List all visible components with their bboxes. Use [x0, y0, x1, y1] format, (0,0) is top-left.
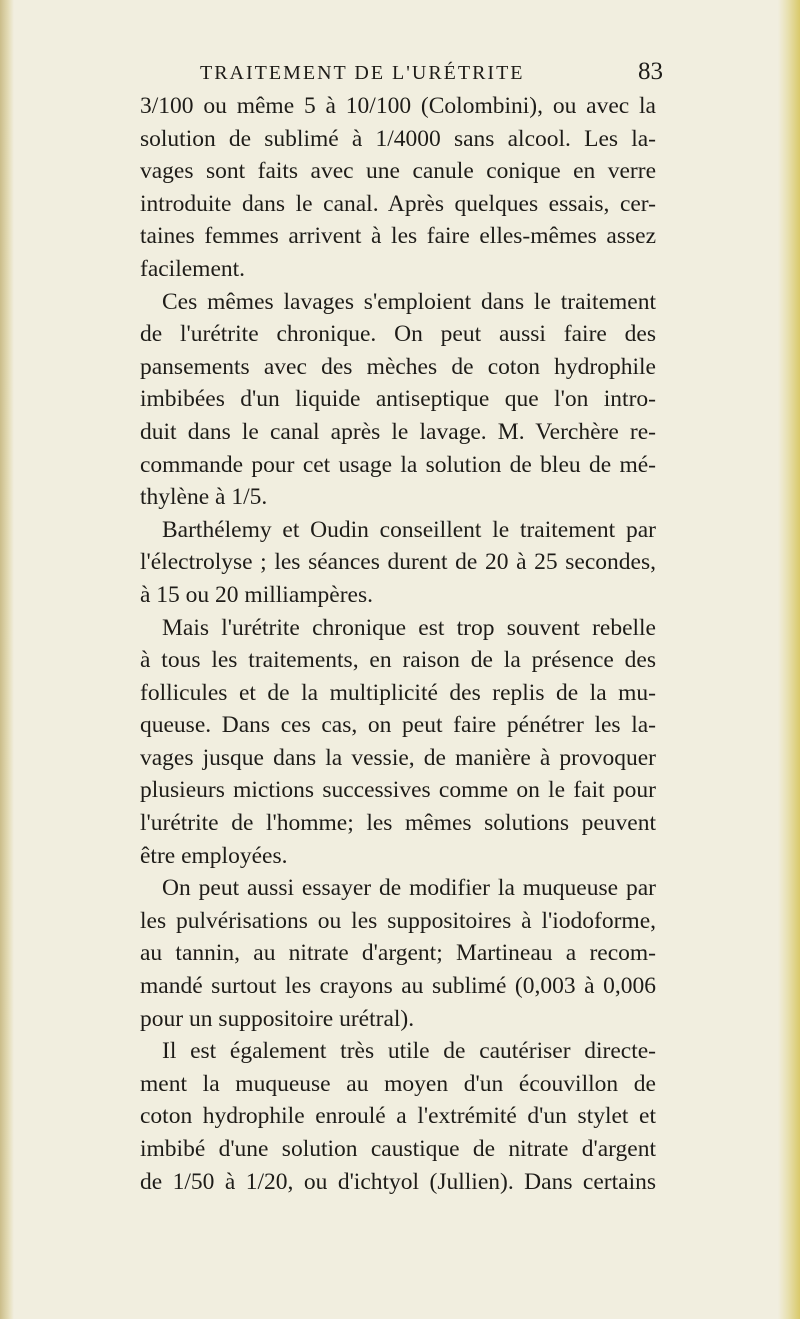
text-line: Il est également très utile de cautériser directe-: [162, 1038, 656, 1065]
text-line: coton hydrophile enroulé a l'extrémité d'un stylet et: [140, 1103, 656, 1130]
text-line: follicules et de la multiplicité des replis de la mu-: [140, 679, 656, 706]
text-line: commande pour cet usage la solution de bleu de mé-: [140, 451, 656, 478]
text-line: pour un suppositoire urétral).: [140, 1005, 415, 1032]
text-line: solution de sublimé à 1/4000 sans alcool. Les la-: [140, 125, 656, 152]
text-line: duit dans le canal après le lavage. M. Verchère re-: [140, 418, 656, 445]
text-line: Barthélemy et Oudin conseillent le traitement par: [162, 516, 656, 543]
text-line: l'électrolyse ; les séances durent de 20 à 25 secondes,: [140, 549, 656, 576]
text-line: taines femmes arrivent à les faire elles-mêmes assez: [140, 223, 656, 250]
text-line: vages jusque dans la vessie, de manière à provoquer: [140, 744, 656, 771]
text-line: Mais l'urétrite chronique est trop souvent rebelle: [162, 614, 656, 641]
text-line: 3/100 ou même 5 à 10/100 (Colombini), ou avec la: [140, 93, 656, 119]
text-line: facilement.: [140, 255, 246, 282]
text-line: à 15 ou 20 milliampères.: [140, 581, 373, 608]
text-line: plusieurs mictions successives comme on le fait pour: [140, 777, 656, 804]
text-line: pansements avec des mèches de coton hydrophile: [140, 353, 656, 380]
text-line: de l'urétrite chronique. On peut aussi faire des: [140, 321, 656, 348]
text-line: au tannin, au nitrate d'argent; Martineau a recom-: [140, 940, 656, 967]
page-edge-left: [0, 0, 14, 1319]
text-line: à tous les traitements, en raison de la présence des: [140, 647, 656, 674]
text-line: ment la muqueuse au moyen d'un écouvillon de: [140, 1070, 656, 1097]
text-line: les pulvérisations ou les suppositoires à l'iodoforme,: [140, 907, 656, 934]
text-line: vages sont faits avec une canule conique en verre: [140, 158, 656, 185]
text-line: imbibées d'un liquide antiseptique que l'on intro-: [140, 386, 656, 413]
text-line: imbibé d'une solution caustique de nitrate d'argent: [140, 1136, 656, 1162]
page-number: 83: [638, 58, 663, 85]
page-edge-right: [778, 0, 800, 1319]
text-line: introduite dans le canal. Après quelques essais, cer-: [140, 190, 656, 217]
body-text: [140, 90, 656, 1198]
text-line: thylène à 1/5.: [140, 484, 268, 511]
page-header: [140, 58, 663, 92]
text-line: de 1/50 à 1/20, ou d'ichtyol (Jullien). Dans certains: [140, 1168, 656, 1195]
text-line: l'urétrite de l'homme; les mêmes solutions peuvent: [140, 810, 656, 837]
running-title: TRAITEMENT DE L'URÉTRITE: [200, 62, 525, 84]
text-line: mandé surtout les crayons au sublimé (0,003 à 0,006: [140, 973, 656, 1000]
text-line: être employées.: [140, 842, 288, 869]
text-line: Ces mêmes lavages s'emploient dans le traitement: [162, 288, 656, 315]
text-line: queuse. Dans ces cas, on peut faire pénétrer les la-: [140, 712, 656, 739]
text-line: On peut aussi essayer de modifier la muqueuse par: [162, 875, 656, 902]
